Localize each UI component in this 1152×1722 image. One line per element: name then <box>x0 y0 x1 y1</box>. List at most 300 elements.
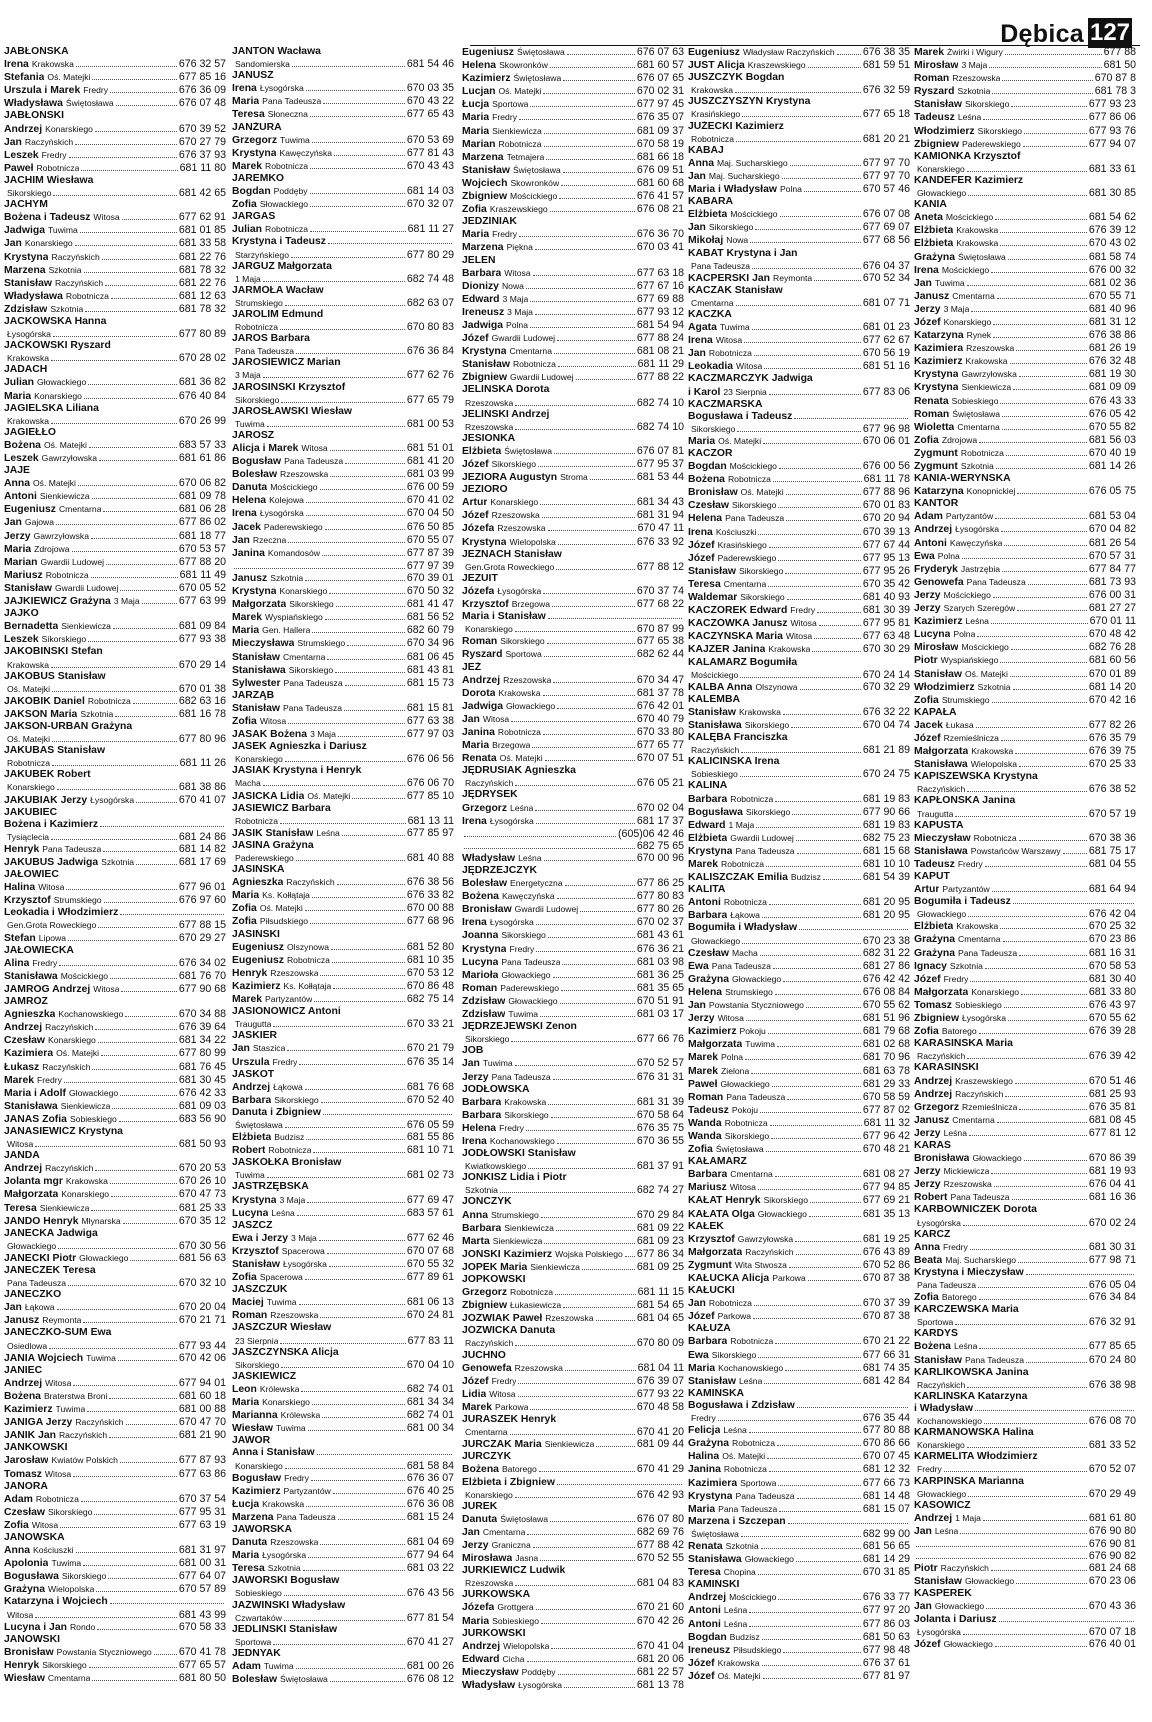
street-name: Konarskiego <box>465 624 513 635</box>
street-name: Sikorskiego <box>465 1034 510 1045</box>
street-name: Gen.Grota Roweckiego <box>465 561 555 572</box>
street-name: Chopina <box>723 1567 756 1578</box>
subscriber-name: Bogumiła i Władysław <box>688 922 798 934</box>
listing-row <box>688 552 910 565</box>
subscriber-name: Leon <box>232 1383 257 1395</box>
leader-dots <box>560 1003 635 1004</box>
leader-dots <box>780 216 861 217</box>
listing-row <box>688 1259 910 1272</box>
listing-row <box>914 138 1136 151</box>
listing-row <box>4 1061 226 1074</box>
listing-row <box>914 211 1136 224</box>
phone-number: 677 85 16 <box>178 71 226 84</box>
leader-dots <box>944 1471 1087 1472</box>
leader-dots <box>323 1114 452 1115</box>
leader-dots <box>1012 1199 1087 1200</box>
subscriber-name: Eugeniusz <box>462 47 514 58</box>
leader-dots <box>970 981 1086 982</box>
street-name: Robotnicza <box>45 569 89 580</box>
listing-row <box>4 58 226 71</box>
leader-dots <box>1001 531 1087 532</box>
subscriber-name: Bolesław <box>462 878 508 890</box>
subscriber-name: Zofia <box>914 1026 939 1038</box>
street-name: Konarskiego <box>61 1189 110 1200</box>
subscriber-name: Ignacy <box>914 960 947 972</box>
street-name: Leśna <box>723 1605 748 1616</box>
subscriber-name: Andrzej <box>462 674 501 686</box>
listing-row <box>232 1660 454 1673</box>
listing-row <box>4 1252 226 1265</box>
subscriber-name: Jan <box>232 1043 250 1055</box>
leader-dots <box>1015 753 1087 754</box>
leader-dots <box>755 229 861 230</box>
street-name: Głowackiego <box>7 1240 57 1251</box>
listing-row <box>462 585 684 598</box>
phone-number: 670 31 85 <box>862 1566 910 1579</box>
listing-row <box>688 1553 910 1566</box>
phone-number: 677 87 93 <box>178 1454 226 1467</box>
street-name: Piłsudskiego <box>259 916 309 927</box>
leader-dots <box>325 529 405 530</box>
phone-number: 670 57 31 <box>1088 549 1136 562</box>
leader-dots <box>752 268 861 269</box>
phone-number: 677 97 70 <box>862 156 910 169</box>
surname-heading: KAPŁOŃSKA Janina <box>914 795 1016 807</box>
phone-number: 677 80 96 <box>178 733 226 746</box>
listing-row <box>914 654 1136 667</box>
subscriber-name: Teresa <box>232 1563 265 1575</box>
street-name: Piękna <box>506 242 533 253</box>
listing-row <box>688 170 910 183</box>
street-name: Kawęczyńska <box>949 537 1003 548</box>
phone-number: 670 53 12 <box>406 966 454 979</box>
leader-dots <box>539 1471 635 1472</box>
subscriber-name: Zbigniew <box>914 138 960 150</box>
surname-heading: JAMRÓZ <box>4 996 48 1008</box>
surname-heading: KACZKA <box>688 308 732 320</box>
subscriber-name: Zygmunt <box>914 447 958 459</box>
street-name: Sikorskiego <box>235 1359 280 1370</box>
listing-row <box>462 306 684 319</box>
phone-number: 670 38 36 <box>1088 831 1136 844</box>
subscriber-name: Jadwiga <box>462 319 503 331</box>
street-name: Pana Tadeusza <box>282 702 343 713</box>
subscriber-name: Czesław <box>688 947 730 959</box>
subscriber-name: Krystyna i Mieczysław <box>914 1266 1024 1278</box>
street-name: Sikorskiego <box>288 664 334 675</box>
subscriber-name: Józef <box>914 973 941 985</box>
listing-row <box>4 1646 226 1659</box>
phone-number: 682 75 14 <box>406 993 454 1006</box>
street-name: Stroma <box>560 472 588 483</box>
leader-dots <box>535 249 635 250</box>
street-name: Polna <box>937 550 960 561</box>
leader-dots <box>306 1506 405 1507</box>
directory-column-3 <box>462 46 684 1716</box>
phone-number: 681 03 98 <box>636 955 684 968</box>
phone-number: 676 34 84 <box>1088 1291 1136 1304</box>
listing-row <box>232 273 454 285</box>
subscriber-name: Stanisława <box>688 1554 742 1566</box>
subscriber-name: Jan <box>914 277 932 289</box>
street-name: Robotnicza <box>235 815 278 826</box>
leader-dots <box>978 1287 1087 1288</box>
street-name: Pana Tadeusza <box>7 1278 67 1289</box>
street-name: Paderewskiego <box>263 521 323 532</box>
subscriber-name: JAKUBUS Jadwiga <box>4 857 99 868</box>
phone-number: 670 23 06 <box>1088 1575 1136 1588</box>
listing-row <box>4 1596 226 1608</box>
surname-heading: JOPKOWSKI <box>462 1274 526 1285</box>
leader-dots <box>291 257 405 258</box>
phone-number: 682 69 76 <box>636 1525 684 1538</box>
leader-dots <box>992 93 1092 94</box>
listing-row <box>232 702 454 715</box>
listing-row <box>4 894 226 907</box>
phone-number: 676 38 35 <box>862 46 910 58</box>
street-name: Polna <box>721 1052 744 1063</box>
listing-row <box>4 919 226 931</box>
subscriber-name: Maciej <box>232 1297 264 1309</box>
street-name: Szkotnia <box>50 303 84 314</box>
listing-row <box>232 777 454 789</box>
listing-row <box>462 969 684 982</box>
subscriber-name: Elżbieta <box>232 1132 272 1144</box>
listing-row <box>4 556 226 569</box>
street-name: 3 Maja <box>310 729 336 740</box>
subscriber-name: Marzena <box>462 242 504 254</box>
street-name: Gen.Grota Roweckiego <box>7 920 97 931</box>
street-name: Gwardii Ludowej <box>510 372 574 383</box>
phone-number: 682 63 16 <box>178 694 226 707</box>
street-name: Królewska <box>280 1410 321 1421</box>
street-name: Mościckiego <box>943 589 991 600</box>
subscriber-name: Marek <box>232 994 263 1006</box>
listing-row <box>462 1679 684 1692</box>
street-name: Energetyczna <box>510 878 563 889</box>
leader-dots <box>799 929 908 930</box>
listing-row <box>688 604 910 617</box>
phone-number: 670 48 21 <box>862 1143 910 1156</box>
listing-row <box>914 858 1136 871</box>
leader-dots <box>314 1001 405 1002</box>
subscriber-name: Józef <box>914 1638 941 1650</box>
subscriber-name: Marek <box>688 1065 719 1077</box>
phone-number: 681 09 03 <box>178 1099 226 1112</box>
surname-heading: JARGAS <box>232 211 276 223</box>
phone-number: 670 40 79 <box>636 712 684 725</box>
listing-row <box>914 1152 1136 1165</box>
leader-dots <box>51 667 177 668</box>
listing-row <box>232 58 454 70</box>
street-name: Pana Tadeusza <box>966 576 1026 587</box>
street-name: Krakowska <box>956 921 999 932</box>
subscriber-name: Stanisław <box>462 359 510 371</box>
street-name: Świętosława <box>504 445 553 456</box>
phone-number: 681 24 86 <box>178 830 226 843</box>
leader-dots <box>797 1498 861 1499</box>
subscriber-name: Kazimierz <box>914 616 963 628</box>
street-name: Świętosława <box>715 1144 764 1155</box>
subscriber-name: Bogusława i Zdzisław <box>688 1399 795 1411</box>
phone-number: 676 42 93 <box>636 1488 684 1501</box>
street-name: Sobieskiego <box>69 1113 117 1124</box>
subscriber-name: Zygmunt <box>914 461 958 472</box>
listing-row <box>4 1416 226 1429</box>
subscriber-name: Kazimierz <box>462 73 511 85</box>
subscriber-name: Władysław <box>462 852 516 864</box>
listing-row <box>232 1422 454 1435</box>
surname-heading: JUREK <box>462 1500 498 1512</box>
leader-dots <box>553 682 635 683</box>
street-name: Konarskiego <box>45 123 93 134</box>
phone-number: 670 55 82 <box>1088 420 1136 433</box>
phone-number: 681 20 21 <box>862 132 910 145</box>
listing-row <box>688 1503 910 1516</box>
subscriber-name: Maria <box>688 435 716 447</box>
leader-dots <box>325 619 405 620</box>
subscriber-name: Irena <box>688 526 713 538</box>
listing-row <box>4 1188 226 1201</box>
phone-number: 681 60 57 <box>636 59 684 72</box>
street-name: Słoneczna <box>267 109 308 120</box>
subscriber-name: Zofia <box>914 434 939 446</box>
leader-dots <box>993 324 1087 325</box>
phone-number: 676 32 22 <box>862 705 910 718</box>
leader-dots <box>797 853 861 854</box>
listing-row <box>232 1056 454 1069</box>
leader-dots <box>916 1546 1087 1547</box>
street-name: Budzisz <box>274 1132 305 1143</box>
surname-heading: KARLIŃSKA Katarzyna <box>914 1390 1028 1402</box>
surname-heading: JAGIELSKA Liliana <box>4 402 99 414</box>
subscriber-name: Władysław <box>462 1680 516 1691</box>
street-name: Paderewskiego <box>717 552 777 563</box>
leader-dots <box>329 1266 405 1267</box>
listing-row <box>4 1506 226 1519</box>
street-name: Kochanowskiego <box>718 1362 784 1373</box>
surname-heading: JURCZYK <box>462 1451 512 1463</box>
subscriber-name: Ewa <box>688 960 709 972</box>
subscriber-name: Jolanta mgr <box>4 1176 63 1188</box>
leader-dots <box>556 569 635 570</box>
street-name: Sportowa <box>492 99 529 110</box>
listing-row <box>462 1615 684 1628</box>
street-name: Tuwima <box>86 1352 116 1363</box>
phone-number: 677 93 22 <box>636 1387 684 1400</box>
street-name: Rondo <box>69 1621 96 1632</box>
leader-dots <box>777 1445 861 1446</box>
listing-row <box>4 1021 226 1034</box>
subscriber-name: Mirosław <box>914 60 959 72</box>
street-name: Pana Tadeusza <box>691 260 751 271</box>
leader-dots <box>782 178 861 179</box>
leader-dots <box>1000 403 1086 404</box>
street-name: Tuwima <box>235 418 265 429</box>
listing-row <box>914 1178 1136 1191</box>
phone-number: 677 88 22 <box>636 371 684 384</box>
phone-number: 677 95 26 <box>862 564 910 577</box>
subscriber-name: JÓŹWIAK Paweł <box>462 1313 543 1325</box>
leader-dots <box>550 1521 635 1522</box>
leader-dots <box>518 1396 635 1397</box>
listing-row <box>688 334 910 347</box>
phone-number: 681 30 85 <box>1088 187 1136 200</box>
phone-number: 677 68 96 <box>406 915 454 928</box>
surname-heading: JANORA <box>4 1480 48 1492</box>
leader-dots <box>967 171 1087 172</box>
listing-row <box>462 713 684 726</box>
leader-dots <box>83 1322 176 1323</box>
phone-number: 681 01 85 <box>178 224 226 237</box>
phone-number: 676 36 09 <box>178 84 226 97</box>
street-name: Cmentarna <box>952 1114 995 1125</box>
street-name: Łukasiewicza <box>510 1300 562 1311</box>
subscriber-name: Andrzej <box>4 1163 43 1175</box>
subscriber-name: Józef <box>462 510 489 522</box>
phone-number: 681 01 23 <box>862 321 910 334</box>
listing-row <box>688 1297 910 1310</box>
phone-number: 677 63 38 <box>406 714 454 727</box>
listing-row <box>232 1587 454 1599</box>
listing-row <box>688 1644 910 1657</box>
street-name: Olszynowa <box>755 681 798 692</box>
phone-number: 677 88 24 <box>636 332 684 345</box>
street-name: Głowackiego <box>964 1576 1015 1587</box>
subscriber-name: Kazimiera <box>4 1048 54 1060</box>
subscriber-name: Jan <box>914 1525 932 1537</box>
subscriber-name: Jan <box>4 136 22 148</box>
subscriber-name: Halina <box>688 1451 720 1463</box>
leader-dots <box>92 79 176 80</box>
street-name: Maj. Sucharskiego <box>945 1254 1017 1265</box>
surname-heading: JEDNYAK <box>232 1647 281 1659</box>
street-name: Brzegowa <box>492 740 531 751</box>
listing-row <box>688 565 910 578</box>
phone-number: 681 36 82 <box>178 376 226 389</box>
subscriber-name: Andrzej <box>914 1088 953 1100</box>
listing-row <box>688 272 910 285</box>
street-name: Wojska Polskiego <box>555 1248 623 1259</box>
phone-number: 681 09 09 <box>1088 381 1136 394</box>
phone-number: 681 41 20 <box>406 455 454 468</box>
leader-dots <box>335 672 405 673</box>
street-name: Pana Tadeusza <box>726 1091 786 1102</box>
leader-dots <box>740 677 861 678</box>
subscriber-name: Andrzej <box>914 1512 953 1524</box>
listing-row <box>4 415 226 427</box>
street-name: Pana Tadeusza <box>718 1503 778 1514</box>
subscriber-name: Małgorzata <box>914 746 969 758</box>
listing-row <box>462 445 684 458</box>
street-name: Rzemieślnicza <box>943 732 999 743</box>
listing-row <box>232 134 454 147</box>
subscriber-name: Sylwester <box>232 677 281 689</box>
listing-row <box>914 845 1136 858</box>
leader-dots <box>110 1603 224 1604</box>
phone-number: 681 76 70 <box>178 969 226 982</box>
surname-heading: KARBOWNICZEK Dorota <box>914 1204 1037 1216</box>
listing-row <box>688 973 910 986</box>
listing-row <box>4 856 226 869</box>
street-name: Nowa <box>726 235 749 246</box>
street-name: Robotnicza <box>727 474 771 485</box>
phone-number: 670 42 16 <box>1088 693 1136 706</box>
phone-number: 682 99 00 <box>862 1527 910 1540</box>
listing-row <box>688 46 910 59</box>
subscriber-name: Kazimierz <box>232 980 281 992</box>
phone-number: 681 42 84 <box>862 1374 910 1387</box>
phone-number: 676 39 75 <box>1088 745 1136 758</box>
listing-row <box>914 550 1136 563</box>
leader-dots <box>99 460 177 461</box>
street-name: Witosa <box>93 212 120 223</box>
subscriber-name: Krystyna <box>462 536 507 548</box>
phone-number: 670 58 53 <box>1088 959 1136 972</box>
listing-row <box>4 477 226 490</box>
phone-number: 681 58 84 <box>406 1459 454 1472</box>
leader-dots <box>544 656 635 657</box>
subscriber-name: Jerzy <box>688 1013 715 1025</box>
street-name: Krakowska <box>262 1498 305 1509</box>
leader-dots <box>136 802 177 803</box>
subscriber-name: Andrzej <box>232 1081 271 1093</box>
subscriber-name: Bolesław <box>232 469 278 481</box>
phone-number: 670 87 99 <box>636 623 684 636</box>
subscriber-name: Jerzy <box>914 303 941 315</box>
street-name: Rzeszowska <box>465 397 514 408</box>
street-name: Robotnicza <box>35 1493 79 1504</box>
listing-row <box>914 264 1136 277</box>
street-name: Krakowska <box>31 59 74 70</box>
leader-dots <box>800 689 861 690</box>
street-name: Świętosława <box>500 1513 548 1524</box>
phone-number: 681 15 73 <box>406 676 454 689</box>
surname-heading: KALICIŃSKA Irena <box>688 756 780 768</box>
subscriber-name: JANIA Wojciech <box>4 1352 84 1364</box>
leader-dots <box>547 643 635 644</box>
surname-heading: JASIAK Krystyna i Henryk <box>232 765 362 777</box>
leader-dots <box>559 198 635 199</box>
listing-row <box>462 1209 684 1222</box>
listing-row <box>232 1562 454 1575</box>
subscriber-name: Fryderyk <box>914 563 958 575</box>
phone-number: 676 35 75 <box>636 1121 684 1134</box>
listing-row <box>232 1498 454 1511</box>
leader-dots <box>968 916 1087 917</box>
street-name: Szkotnia <box>977 681 1011 692</box>
phone-number: 681 00 31 <box>178 1557 226 1570</box>
phone-number: 681 54 62 <box>1088 211 1136 224</box>
subscriber-name: Maria i Stanisław <box>462 611 546 623</box>
subscriber-name: Elżbieta <box>914 238 954 250</box>
street-name: Witosa <box>93 983 120 994</box>
street-name: Pana Tadeusza <box>284 456 344 467</box>
listing-row <box>4 1074 226 1087</box>
leader-dots <box>305 580 405 581</box>
phone-number: 676 00 59 <box>406 481 454 494</box>
subscriber-name: Roman <box>462 982 498 994</box>
surname-heading: JASZCZYŃSKA Alicja <box>232 1346 339 1358</box>
street-name: Rzeszowska <box>943 1179 992 1190</box>
leader-dots <box>967 1058 1087 1059</box>
street-name: Partyzantów <box>265 994 313 1005</box>
phone-number: 676 36 84 <box>406 345 454 358</box>
subscriber-name: Stefania <box>4 72 45 84</box>
listing-row <box>688 386 910 399</box>
street-name: Tuwima <box>508 1009 539 1020</box>
street-name: Krasińskiego <box>717 539 767 550</box>
